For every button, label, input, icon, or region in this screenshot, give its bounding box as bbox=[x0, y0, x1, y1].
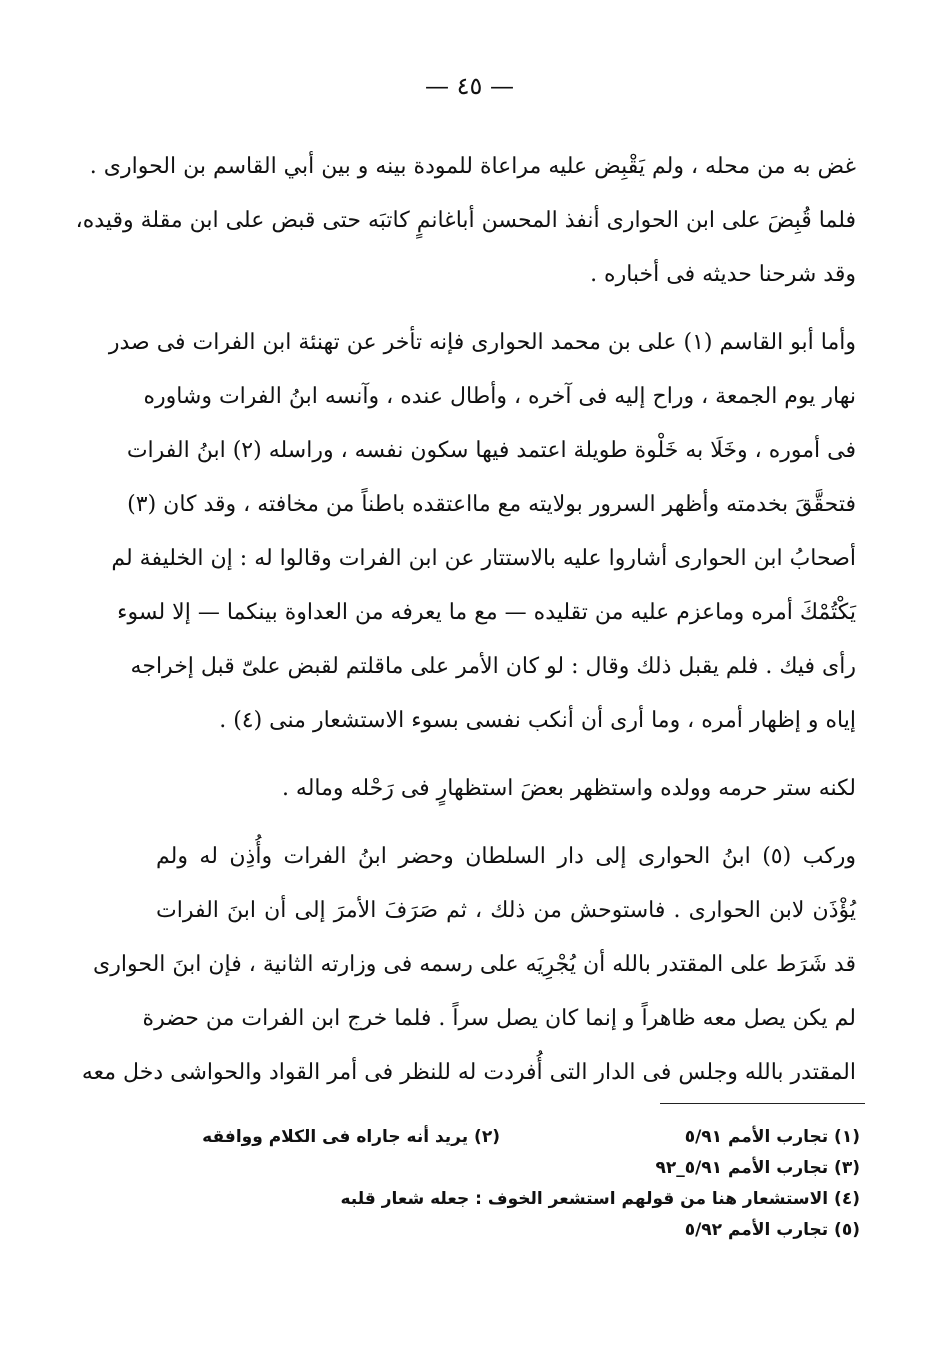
text-line: وأما أبو القاسم (١) على بن محمد الحوارى فإنه تأخر عن تهنئة ابن الفرات فى صدر bbox=[108, 330, 856, 355]
page-number: — ٤٥ — bbox=[424, 72, 515, 100]
footnote-row bbox=[180, 1184, 860, 1215]
footnote-row bbox=[180, 1153, 860, 1184]
text-line: فتحقَّقَ بخدمته وأظهر السرور بولايته مع مااعتقده باطناً من مخافته ، وقد كان (٣) bbox=[127, 492, 856, 517]
text-line: نهار يوم الجمعة ، وراح إليه فى آخره ، وأطال عنده ، وآنسه ابنُ الفرات وشاوره bbox=[143, 384, 856, 409]
footnote-4: (٤) الاستشعار هنا من قولهم استشعر الخوف : جعله شعار قلبه bbox=[340, 1189, 860, 1209]
text-line: وقد شرحنا حديثه فى أخباره . bbox=[590, 262, 856, 287]
text-line: وركب (٥) ابنُ الحوارى إلى دار السلطان وحضر ابنُ الفرات وأُذِن له ولم bbox=[156, 844, 856, 869]
footnote-2: (٢) يريد أنه جاراه فى الكلام ووافقه bbox=[202, 1127, 500, 1147]
footnote-row bbox=[180, 1122, 860, 1153]
text-line: لم يكن يصل معه ظاهراً و إنما كان يصل سراً . فلما خرج ابن الفرات من حضرة bbox=[142, 1006, 856, 1031]
text-line: غض به من محله ، ولم يَقْبِض عليه مراعاة للمودة بينه و بين أبي القاسم بن الحوارى . bbox=[89, 154, 856, 179]
footnotes bbox=[180, 1122, 860, 1246]
body-text bbox=[75, 140, 856, 1100]
text-line: قد شَرَط على المقتدر بالله أن يُجْرِيَه على رسمه فى وزارته الثانية ، فإن ابنَ الحوارى bbox=[93, 952, 856, 977]
text-line: أصحابُ ابن الحوارى أشاروا عليه بالاستتار عن ابن الفرات وقالوا له : إن الخليفة لم bbox=[111, 546, 856, 571]
text-line: يَكْتُمْكَ أمره وماعزم عليه من تقليده — مع ما يعرفه من العداوة بينكما — إلا لسوء bbox=[117, 600, 856, 625]
text-line: لكنه ستر حرمه وولده واستظهر بعضَ استظهارٍ فى رَحْله وماله . bbox=[281, 776, 856, 801]
text-line: رأى فيك . فلم يقبل ذلك وقال : لو كان الأمر على ماقلتم لقبض علىّ قبل إخراجه bbox=[130, 654, 856, 679]
footnote-5: (٥) تجارب الأمم ٥/٩٢ bbox=[684, 1220, 860, 1240]
text-line: إياه و إظهار أمره ، وما أرى أن أنكب نفسى بسوء الاستشعار منى (٤) . bbox=[219, 708, 856, 733]
text-line: فى أموره ، وخَلَا به خَلْوة طويلة اعتمد فيها سكون نفسه ، وراسله (٢) ابنُ الفرات bbox=[126, 438, 856, 463]
text-line: المقتدر بالله وجلس فى الدار التى أُفردت له للنظر فى أمر القواد والحواشى دخل معه bbox=[81, 1060, 856, 1085]
footnote-row bbox=[180, 1215, 860, 1246]
footnote-3: (٣) تجارب الأمم ٥/٩١_٩٢ bbox=[655, 1158, 860, 1178]
footnote-separator bbox=[660, 1103, 865, 1104]
footnote-1: (١) تجارب الأمم ٥/٩١ bbox=[684, 1127, 860, 1147]
text-line: يُؤْذَن لابن الحوارى . فاستوحش من ذلك ، ثم صَرَفَ الأمرَ إلى أن ابنَ الفرات bbox=[156, 898, 856, 923]
text-line: فلما قُبِضَ على ابن الحوارى أنفذ المحسن أباغانمٍ كاتبَه حتى قبض على ابن مقلة وقيده، bbox=[75, 208, 856, 233]
